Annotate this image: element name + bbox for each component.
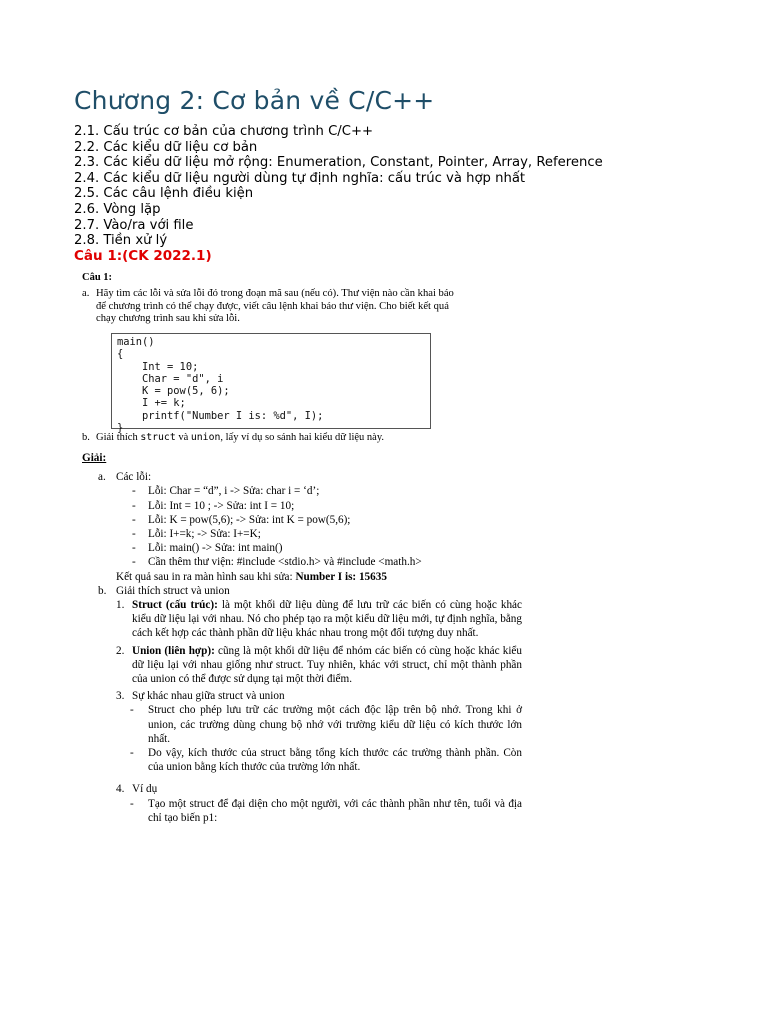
error-item: Lỗi: K = pow(5,6); -> Sửa: int K = pow(5,6); xyxy=(148,513,351,526)
error-item: Lỗi: I+=k; -> Sửa: I+=K; xyxy=(148,528,261,541)
struct-definition xyxy=(132,598,522,641)
table-of-contents xyxy=(74,124,603,249)
answer-a-title: Các lỗi: xyxy=(116,471,152,484)
dash-marker: - xyxy=(132,528,136,541)
question-heading: Câu 1:(CK 2022.1) xyxy=(74,248,212,264)
union-term: Union (liên hợp): xyxy=(132,644,215,657)
numbered-item-struct xyxy=(82,598,522,641)
answer-b-title: Giải thích struct và union xyxy=(116,584,230,597)
toc-item: 2.2. Các kiểu dữ liệu cơ bản xyxy=(74,139,258,155)
toc-item: 2.6. Vòng lặp xyxy=(74,201,161,217)
part-b-pre: Giải thích xyxy=(96,432,141,443)
question-block xyxy=(82,272,462,326)
toc-item: 2.5. Các câu lệnh điều kiện xyxy=(74,186,254,202)
result-line xyxy=(82,570,522,584)
toc-item: 2.7. Vào/ra với file xyxy=(74,217,194,233)
example-item: Tạo một struct để đại diện cho một người, với các thành phần như tên, tuổi và địa chỉ tạo biến p1: xyxy=(148,797,522,824)
error-item: Lỗi: Int = 10 ; -> Sửa: int I = 10; xyxy=(148,499,295,512)
item-marker: 2. xyxy=(116,644,125,657)
answer-a-heading xyxy=(82,470,522,484)
dash-marker: - xyxy=(132,556,136,569)
dash-marker: - xyxy=(132,513,136,526)
list-item xyxy=(82,797,522,825)
list-item xyxy=(82,513,522,527)
diff-title: Sự khác nhau giữa struct và union xyxy=(132,690,285,703)
toc-item: 2.8. Tiền xử lý xyxy=(74,233,168,249)
result-text: Kết quả sau in ra màn hình sau khi sửa: xyxy=(116,570,296,583)
list-item xyxy=(82,541,522,555)
dash-marker: - xyxy=(130,704,134,717)
answer-block xyxy=(82,451,522,825)
diff-item: Do vậy, kích thước của struct bằng tổng kích thước các trường thành phần. Còn của union bằng kích thước của trường lớn nhất. xyxy=(148,747,522,774)
list-item xyxy=(82,527,522,541)
part-b-mid: và xyxy=(175,432,191,443)
list-item xyxy=(82,499,522,513)
item-marker: 1. xyxy=(116,599,125,612)
dash-marker: - xyxy=(132,542,136,555)
toc-item: 2.3. Các kiểu dữ liệu mở rộng: Enumeration, Constant, Pointer, Array, Reference xyxy=(74,155,603,171)
union-definition xyxy=(132,644,522,687)
numbered-item-union xyxy=(82,644,522,687)
part-b-post: , lấy ví dụ so sánh hai kiểu dữ liệu này. xyxy=(220,432,385,443)
answer-label: Giải: xyxy=(82,452,107,464)
part-a-marker: a. xyxy=(82,288,90,300)
question-part-a xyxy=(82,288,462,325)
answer-b-marker: b. xyxy=(98,584,107,597)
union-text: cũng là một khối dữ liệu để nhóm các biến có cùng hoặc khác kiểu dữ liệu lại với nhau giống như struct. Tuy nhiên, khác với struct, chỉ một thành phần của union có thể được sử dụng tại một thời điểm. xyxy=(132,644,522,686)
struct-term: Struct (cấu trúc): xyxy=(132,599,218,612)
question-label: Câu 1: xyxy=(82,272,113,283)
example-title: Ví dụ xyxy=(132,783,158,796)
item-marker: 3. xyxy=(116,690,125,703)
diff-item: Struct cho phép lưu trữ các trường một cách độc lập trên bộ nhớ. Trong khi ở union, các trường dùng chung bộ nhớ với trường kiểu dữ liệu có kích thước lớn nhất. xyxy=(148,704,522,745)
dash-marker: - xyxy=(132,499,136,512)
list-item xyxy=(82,703,522,746)
code-snippet: main() { Int = 10; Char = "d", i K = pow(5, 6); I += k; printf("Number I is: %d", I); } xyxy=(111,333,431,429)
struct-text: là một khối dữ liệu dùng để lưu trữ các biến có cùng hoặc khác kiểu dữ liệu lại với nhau. Nó cho phép tạo ra một kiểu dữ liệu mới, tự định nghĩa, bằng cách kết hợp các thành phần dữ liệu khác nhau trong một đối tượng duy nhất. xyxy=(132,599,522,640)
part-b-marker: b. xyxy=(82,432,90,443)
part-b-code-struct: struct xyxy=(140,432,176,443)
list-item xyxy=(82,555,522,569)
item-marker: 4. xyxy=(116,783,125,796)
error-item: Cần thêm thư viện: #include <stdio.h> và #include <math.h> xyxy=(148,556,422,569)
part-b-code-union: union xyxy=(190,432,221,443)
dash-marker: - xyxy=(130,797,134,810)
question-part-b xyxy=(82,432,385,443)
toc-item: 2.1. Cấu trúc cơ bản của chương trình C/C++ xyxy=(74,124,374,139)
error-item: Lỗi: Char = “d”, i -> Sửa: char i = ‘d’; xyxy=(148,485,320,498)
numbered-item-example xyxy=(82,782,522,796)
result-value: Number I is: 15635 xyxy=(295,570,387,583)
numbered-item-diff xyxy=(82,689,522,703)
toc-item: 2.4. Các kiểu dữ liệu người dùng tự định nghĩa: cấu trúc và hợp nhất xyxy=(74,170,526,186)
dash-marker: - xyxy=(130,747,134,760)
chapter-title: Chương 2: Cơ bản về C/C++ xyxy=(74,86,435,115)
list-item xyxy=(82,746,522,774)
part-a-text: Hãy tìm các lỗi và sửa lỗi đó trong đoạn mã sau (nếu có). Thư viện nào cần khai báo để chương trình có thể chạy được, viết câu lệnh khai báo thư viện. Cho biết kết quả chạy chương trình sau khi sửa lỗi. xyxy=(96,288,454,325)
answer-b-heading xyxy=(82,584,522,598)
dash-marker: - xyxy=(132,485,136,498)
answer-a-marker: a. xyxy=(98,471,106,484)
list-item xyxy=(82,484,522,498)
error-item: Lỗi: main() -> Sửa: int main() xyxy=(148,542,283,555)
